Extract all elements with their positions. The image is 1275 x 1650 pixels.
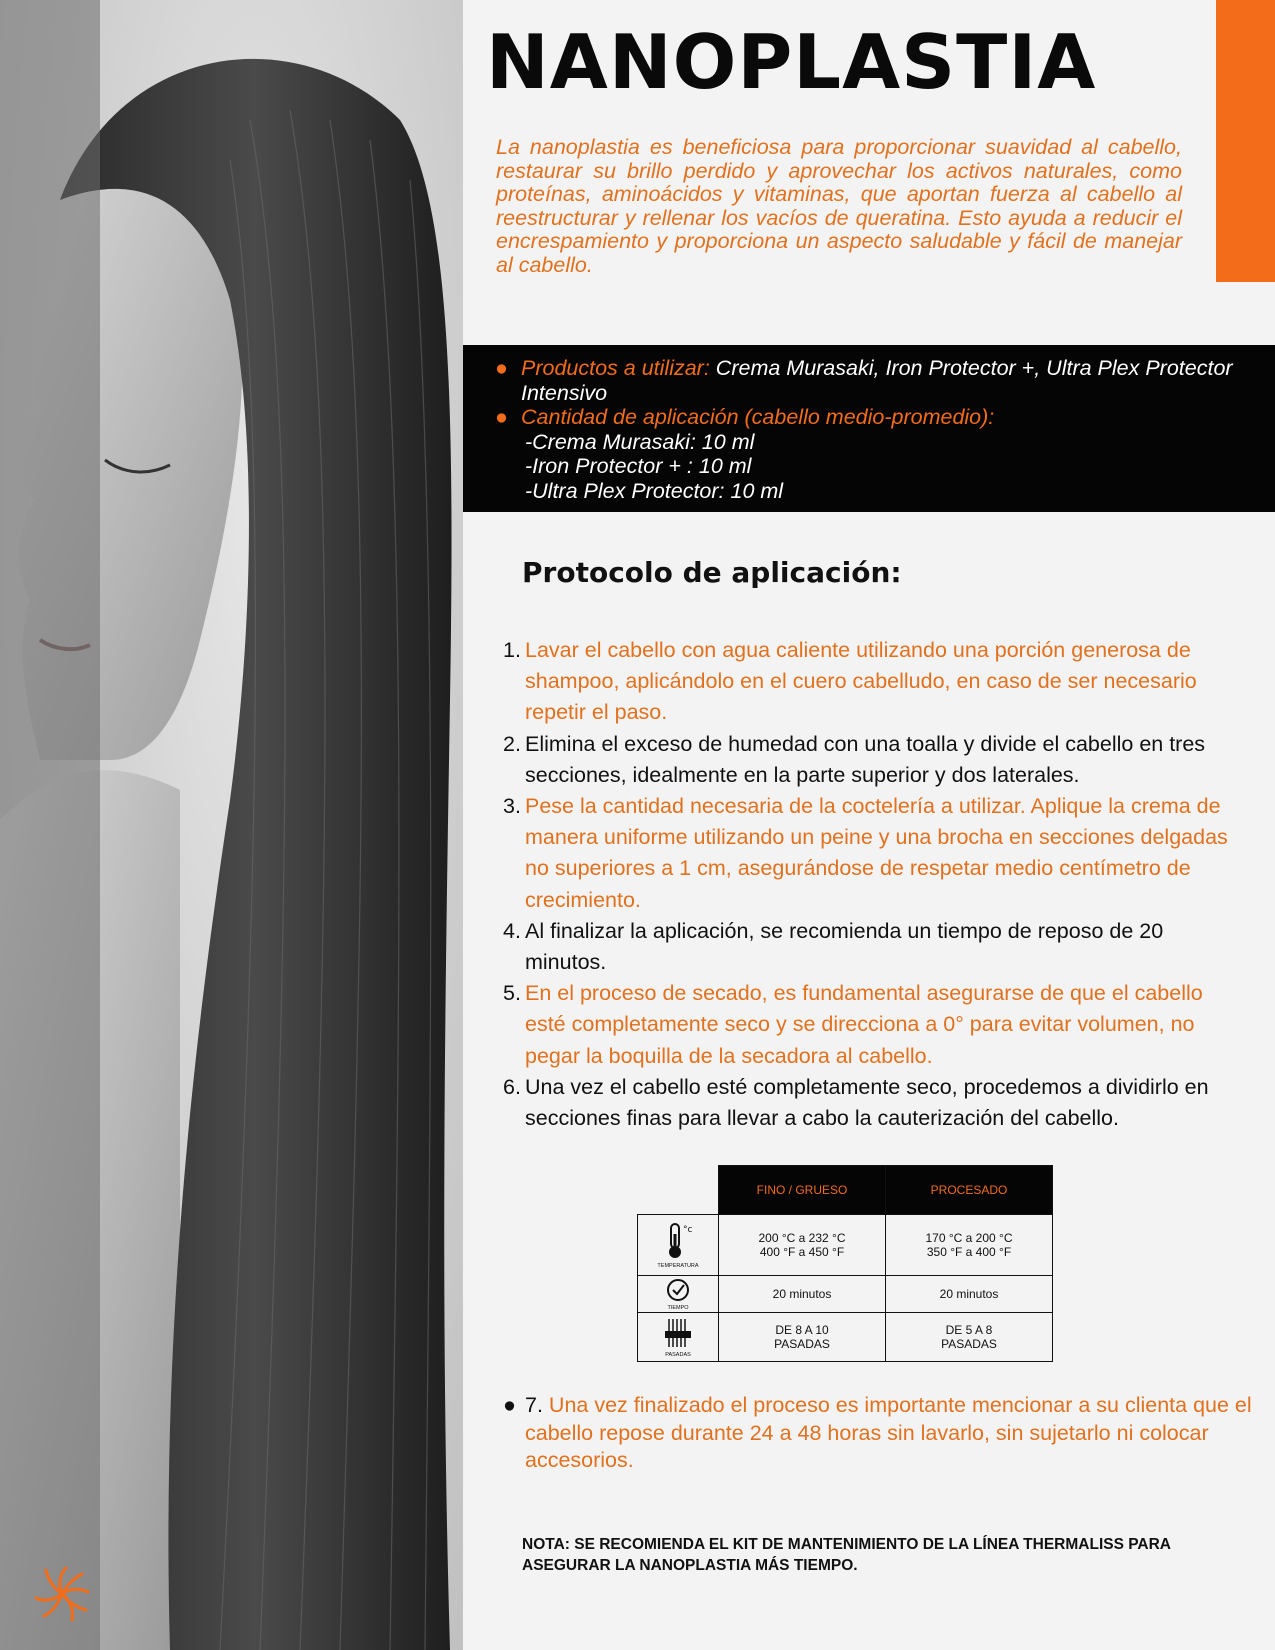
quantity-line: -Crema Murasaki: 10 ml [525, 429, 755, 454]
temperature-cell [638, 1215, 719, 1276]
cell-line: 200 °C a 232 °C [758, 1231, 846, 1245]
bullet-icon: ● [503, 1393, 516, 1417]
quantity-line: -Iron Protector + : 10 ml [525, 454, 752, 478]
products-label: Productos a utilizar: [521, 356, 710, 380]
table-row [638, 1215, 1053, 1276]
table-cell [719, 1215, 886, 1276]
clock-icon [664, 1278, 692, 1302]
intro-paragraph: La nanoplastia es beneficiosa para proporcionar suavidad al cabello, restaurar su brillo perdido y aprovechar los activos naturales, como proteínas, aminoácidos y vitaminas, que aportan fuerza al cabello al reestructurar y rellenar los vacíos de queratina. Esto ayuda a reducir el encrespamiento y proporciona un aspecto saludable y fácil de manejar al cabello. [496, 135, 1182, 277]
icon-label: TIEMPO [667, 1304, 689, 1311]
table-corner [638, 1166, 719, 1215]
orange-accent-bar [1216, 0, 1275, 282]
table-cell [886, 1215, 1053, 1276]
quantity-item [495, 405, 1255, 430]
table-cell: 20 minutos [719, 1276, 886, 1313]
table-cell [719, 1313, 886, 1362]
step-number: 4. [503, 918, 521, 943]
brand-flower-icon [30, 1562, 94, 1626]
quantity-line: -Ultra Plex Protector: 10 ml [525, 478, 784, 503]
header-procesado: PROCESADO [886, 1166, 1053, 1215]
step-text: Pese la cantidad necesaria de la coctelería a utilizar. Aplique la crema de manera uniforme utilizando un peine y una brocha en secciones delgadas no superiores a 1 cm, asegurándose de respetar medio centímetro de crecimiento. [525, 794, 1228, 912]
products-item [495, 356, 1255, 405]
thermometer-icon [663, 1222, 693, 1260]
cell-line: 350 °F a 400 °F [926, 1245, 1012, 1259]
step-number: 7. [525, 1393, 543, 1417]
page-title: NANOPLASTIA [486, 18, 1097, 106]
step-number: 1. [503, 638, 521, 662]
step-item [503, 978, 1243, 1072]
header-fino-grueso: FINO / GRUESO [719, 1166, 886, 1215]
cell-line: 170 °C a 200 °C [925, 1231, 1013, 1245]
passes-cell [638, 1313, 719, 1362]
icon-label: PASADAS [665, 1351, 691, 1358]
table-row [638, 1313, 1053, 1362]
step-text: Una vez finalizado el proceso es importante mencionar a su clienta que el cabello repose durante 24 a 48 horas sin lavarlo, sin sujetarlo ni colocar accesorios. [525, 1393, 1252, 1472]
quantity-label: Cantidad de aplicación (cabello medio-promedio): [521, 405, 995, 429]
hair-iron-icon [663, 1317, 693, 1349]
step-item [503, 791, 1243, 916]
maintenance-note: NOTA: SE RECOMIENDA EL KIT DE MANTENIMIENTO DE LA LÍNEA THERMALISS PARA ASEGURAR LA NANOPLASTIA MÁS TIEMPO. [522, 1536, 1171, 1574]
step-item [503, 1072, 1243, 1134]
time-cell [638, 1276, 719, 1313]
cell-line: PASADAS [774, 1337, 830, 1351]
icon-label: TEMPERATURA [657, 1262, 699, 1269]
table-cell [886, 1313, 1053, 1362]
bullet-icon: ● [495, 356, 508, 380]
step-text: Elimina el exceso de humedad con una toalla y divide el cabello en tres secciones, idealmente en la parte superior y dos laterales. [525, 731, 1206, 787]
bullet-icon: ● [495, 405, 508, 429]
table-row [638, 1276, 1053, 1313]
step-text: En el proceso de secado, es fundamental asegurarse de que el cabello esté completamente seco y se direcciona a 0° para evitar volumen, no pegar la boquilla de la secadora al cabello. [525, 981, 1203, 1068]
step-number: 2. [503, 731, 521, 756]
step-text: Una vez el cabello esté completamente seco, procedemos a dividirlo en secciones finas para llevar a cabo la cauterización del cabello. [525, 1074, 1209, 1131]
step-number: 3. [503, 794, 521, 819]
step-7-bullet [503, 1392, 1260, 1475]
table-cell: 20 minutos [886, 1276, 1053, 1313]
grey-overlay-band [0, 0, 100, 1650]
cell-line: PASADAS [941, 1337, 997, 1351]
cell-line: DE 8 A 10 [775, 1323, 829, 1337]
step-item [503, 635, 1243, 729]
cell-line: DE 5 A 8 [945, 1323, 993, 1337]
products-box [463, 345, 1275, 512]
products-value: Crema Murasaki, Iron Protector +, Ultra Plex Protector Intensivo [521, 356, 1233, 405]
protocol-title: Protocolo de aplicación: [522, 556, 902, 589]
parameters-table [637, 1165, 1053, 1362]
step-item [503, 729, 1243, 791]
step-number: 5. [503, 981, 521, 1006]
step-text: Al finalizar la aplicación, se recomienda un tiempo de reposo de 20 minutos. [525, 918, 1164, 975]
step-item [503, 916, 1243, 978]
cell-line: 400 °F a 450 °F [759, 1245, 845, 1259]
protocol-steps [503, 635, 1243, 1134]
svg-text:°c: °c [683, 1224, 693, 1235]
step-number: 6. [503, 1074, 521, 1099]
step-text: Lavar el cabello con agua caliente utilizando una porción generosa de shampoo, aplicándolo en el cuero cabelludo, en caso de ser necesario repetir el paso. [525, 638, 1197, 725]
